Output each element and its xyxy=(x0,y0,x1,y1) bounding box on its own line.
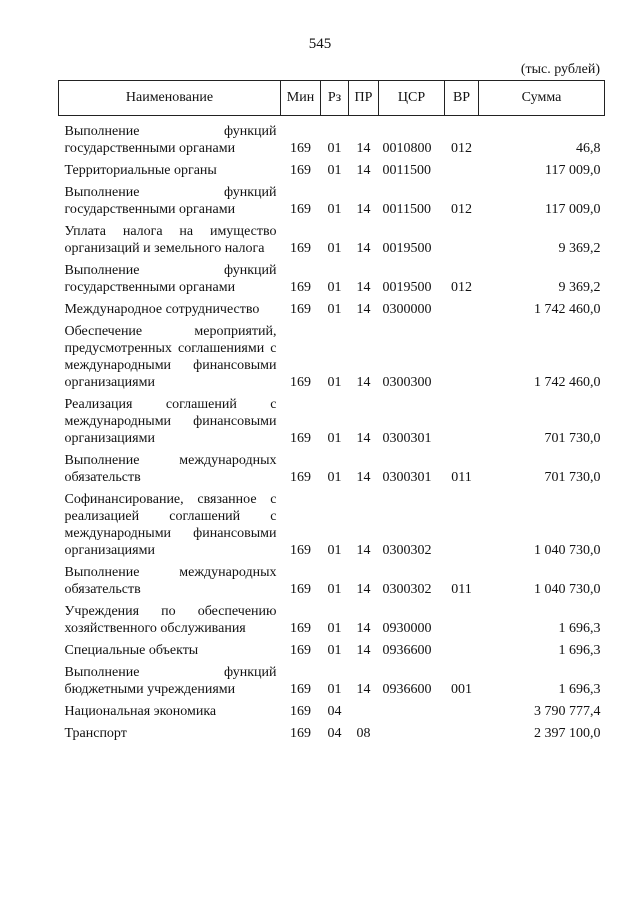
row-csr: 0936600 xyxy=(382,643,432,658)
row-sum: 701 730,0 xyxy=(544,431,601,446)
row-name: Выполнение функций государственными органами xyxy=(64,124,277,156)
row-sum: 1 696,3 xyxy=(558,682,601,697)
row-vr xyxy=(445,296,479,318)
row-pr: 14 xyxy=(356,375,371,390)
header-name: Наименование xyxy=(59,81,281,116)
row-csr: 0011500 xyxy=(382,202,431,217)
row-name: Выполнение международных обязательств xyxy=(64,565,277,597)
table-row xyxy=(59,116,605,158)
row-vr xyxy=(445,637,479,659)
row-min: 169 xyxy=(290,302,311,317)
row-name: Обеспечение мероприятий, предусмотренных соглашениями с международными финансовыми организациями xyxy=(64,324,277,390)
row-sum: 1 696,3 xyxy=(558,643,601,658)
table-row xyxy=(59,218,605,257)
row-csr xyxy=(379,698,445,720)
row-csr: 0930000 xyxy=(382,621,432,636)
row-vr xyxy=(445,698,479,720)
row-vr: 001 xyxy=(451,682,472,697)
row-name: Уплата налога на имущество организаций и земельного налога xyxy=(64,224,277,256)
table-row xyxy=(59,157,605,179)
table-row xyxy=(59,179,605,218)
row-vr xyxy=(445,157,479,179)
row-min: 169 xyxy=(290,682,311,697)
header-vr: ВР xyxy=(445,81,479,116)
row-sum: 1 742 460,0 xyxy=(534,302,601,317)
row-rz: 01 xyxy=(327,163,342,178)
header-rz: Рз xyxy=(321,81,349,116)
row-csr: 0010800 xyxy=(382,141,432,156)
row-pr: 14 xyxy=(356,202,371,217)
row-csr: 0300000 xyxy=(382,302,432,317)
row-pr: 14 xyxy=(356,280,371,295)
page-number: 545 xyxy=(308,36,332,52)
table-header xyxy=(59,81,605,116)
row-rz: 01 xyxy=(327,431,342,446)
row-vr xyxy=(445,720,479,742)
header-pr: ПР xyxy=(349,81,379,116)
row-min: 169 xyxy=(290,280,311,295)
table-row xyxy=(59,559,605,598)
table-row xyxy=(59,391,605,447)
row-min: 169 xyxy=(290,202,311,217)
units-label: (тыс. рублей) xyxy=(520,62,600,77)
row-name: Выполнение международных обязательств xyxy=(64,453,277,485)
row-rz: 01 xyxy=(327,543,342,558)
row-pr: 14 xyxy=(356,302,371,317)
row-rz: 01 xyxy=(327,141,342,156)
table-row xyxy=(59,698,605,720)
row-name: Национальная экономика xyxy=(64,704,217,719)
row-min: 169 xyxy=(290,582,311,597)
row-rz: 01 xyxy=(327,202,342,217)
row-csr: 0300302 xyxy=(382,543,432,558)
row-pr: 14 xyxy=(356,470,371,485)
row-pr: 14 xyxy=(356,682,371,697)
row-min: 169 xyxy=(290,141,311,156)
row-vr: 012 xyxy=(451,202,472,217)
row-rz: 01 xyxy=(327,302,342,317)
row-csr: 0300301 xyxy=(382,431,432,446)
row-name: Реализация соглашений с международными финансовыми организациями xyxy=(64,397,277,446)
row-pr: 14 xyxy=(356,643,371,658)
row-min: 169 xyxy=(290,431,311,446)
table-body xyxy=(59,116,605,743)
row-rz: 01 xyxy=(327,470,342,485)
table-row xyxy=(59,447,605,486)
row-pr: 08 xyxy=(356,726,371,741)
row-rz: 01 xyxy=(327,375,342,390)
row-rz: 04 xyxy=(327,726,342,741)
row-csr: 0300300 xyxy=(382,375,432,390)
table-row xyxy=(59,257,605,296)
table-row xyxy=(59,637,605,659)
row-vr: 011 xyxy=(451,470,472,485)
row-sum: 1 040 730,0 xyxy=(534,543,601,558)
row-min: 169 xyxy=(290,621,311,636)
row-vr xyxy=(445,598,479,637)
header-sum: Сумма xyxy=(479,81,605,116)
row-sum: 1 696,3 xyxy=(558,621,601,636)
row-pr: 14 xyxy=(356,431,371,446)
row-csr: 0019500 xyxy=(382,241,432,256)
header-csr: ЦСР xyxy=(379,81,445,116)
row-sum: 2 397 100,0 xyxy=(534,726,601,741)
row-sum: 117 009,0 xyxy=(545,202,601,217)
budget-table xyxy=(58,80,605,742)
row-pr: 14 xyxy=(356,621,371,636)
row-pr: 14 xyxy=(356,141,371,156)
row-name: Территориальные органы xyxy=(64,163,217,178)
row-rz: 01 xyxy=(327,280,342,295)
row-csr: 0011500 xyxy=(382,163,431,178)
row-csr: 0300301 xyxy=(382,470,432,485)
row-vr xyxy=(445,218,479,257)
row-rz: 01 xyxy=(327,682,342,697)
row-csr: 0300302 xyxy=(382,582,432,597)
row-pr: 14 xyxy=(356,241,371,256)
row-name: Специальные объекты xyxy=(64,643,199,658)
header-min: Мин xyxy=(281,81,321,116)
row-sum: 701 730,0 xyxy=(544,470,601,485)
row-vr: 011 xyxy=(451,582,472,597)
row-rz: 01 xyxy=(327,621,342,636)
row-pr: 14 xyxy=(356,163,371,178)
row-sum: 3 790 777,4 xyxy=(534,704,601,719)
row-sum: 117 009,0 xyxy=(545,163,601,178)
row-sum: 9 369,2 xyxy=(558,280,601,295)
row-rz: 04 xyxy=(327,704,342,719)
row-min: 169 xyxy=(290,704,311,719)
table-row xyxy=(59,720,605,742)
row-vr: 012 xyxy=(451,141,472,156)
row-csr xyxy=(379,720,445,742)
row-vr xyxy=(445,318,479,391)
row-name: Учреждения по обеспечению хозяйственного обслуживания xyxy=(64,604,277,636)
row-min: 169 xyxy=(290,726,311,741)
row-rz: 01 xyxy=(327,582,342,597)
table-row xyxy=(59,318,605,391)
table-row xyxy=(59,296,605,318)
row-sum: 9 369,2 xyxy=(558,241,601,256)
table-row xyxy=(59,598,605,637)
row-vr: 012 xyxy=(451,280,472,295)
row-min: 169 xyxy=(290,643,311,658)
row-name: Транспорт xyxy=(64,726,127,741)
row-csr: 0019500 xyxy=(382,280,432,295)
row-csr: 0936600 xyxy=(382,682,432,697)
row-min: 169 xyxy=(290,543,311,558)
table-row xyxy=(59,659,605,698)
row-vr xyxy=(445,391,479,447)
row-vr xyxy=(445,486,479,559)
row-sum: 1 742 460,0 xyxy=(534,375,601,390)
row-name: Выполнение функций бюджетными учреждениями xyxy=(64,665,277,697)
row-sum: 46,8 xyxy=(576,141,601,156)
row-pr: 14 xyxy=(356,543,371,558)
row-name: Выполнение функций государственными органами xyxy=(64,185,277,217)
row-min: 169 xyxy=(290,470,311,485)
row-rz: 01 xyxy=(327,643,342,658)
row-name: Выполнение функций государственными органами xyxy=(64,263,277,295)
row-sum: 1 040 730,0 xyxy=(534,582,601,597)
row-name: Международное сотрудничество xyxy=(64,302,260,317)
row-pr: 14 xyxy=(356,582,371,597)
row-min: 169 xyxy=(290,163,311,178)
row-min: 169 xyxy=(290,241,311,256)
row-min: 169 xyxy=(290,375,311,390)
row-name: Софинансирование, связанное с реализацией соглашений с международными финансовыми организациями xyxy=(64,492,277,558)
row-rz: 01 xyxy=(327,241,342,256)
table-row xyxy=(59,486,605,559)
row-pr xyxy=(349,698,379,720)
